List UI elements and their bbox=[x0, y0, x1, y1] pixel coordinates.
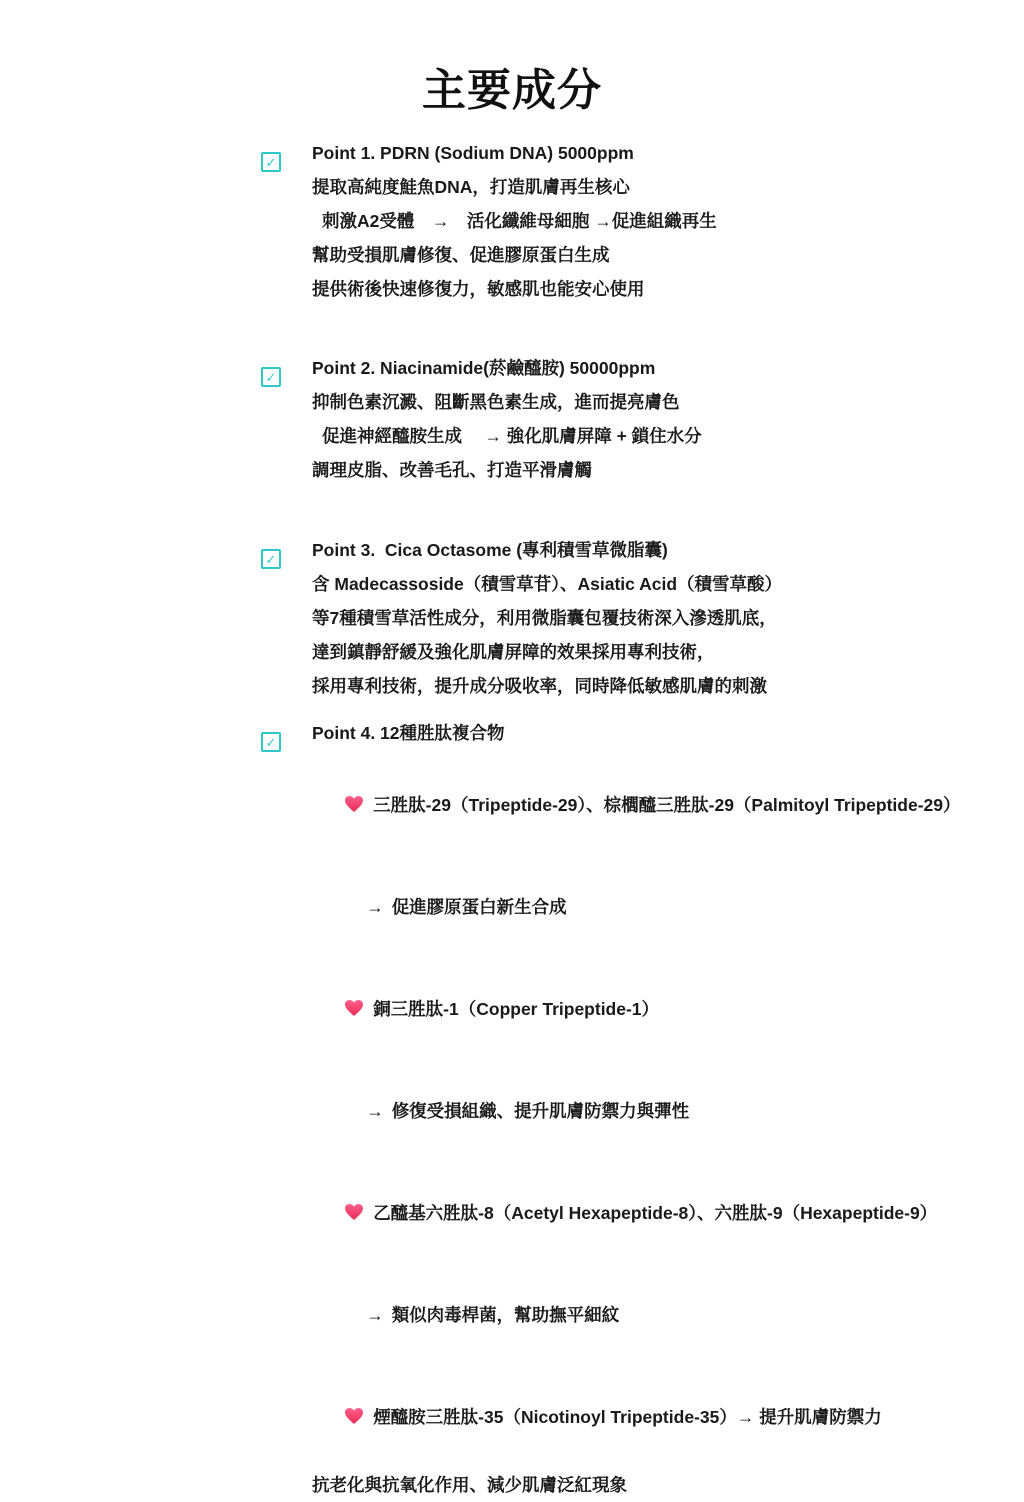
effect-text: 促進膠原蛋白新生合成 bbox=[391, 897, 567, 917]
peptide-item bbox=[312, 1366, 1002, 1468]
heart-icon bbox=[344, 795, 364, 813]
section-line: 調理皮脂、改善毛孔、打造平滑膚觸 bbox=[312, 460, 592, 480]
heart-icon bbox=[344, 999, 364, 1017]
section-line: 促進神經醯胺生成 → 強化肌膚屏障 + 鎖住水分 bbox=[322, 426, 702, 446]
checkbox-icon bbox=[261, 152, 281, 172]
section-heading: Point 2. Niacinamide(菸鹼醯胺) 50000ppm bbox=[312, 358, 656, 378]
section-heading: Point 1. PDRN (Sodium DNA) 5000ppm bbox=[312, 143, 634, 163]
section-line: 達到鎮靜舒緩及強化肌膚屏障的效果採用專利技術， bbox=[312, 642, 715, 662]
section-heading: Point 4. 12種胜肽複合物 bbox=[312, 723, 505, 743]
peptide-text: 銅三胜肽-1（Copper Tripeptide-1） bbox=[373, 999, 660, 1019]
peptide-text: 乙醯基六胜肽-8（Acetyl Hexapeptide-8）、六胜肽-9（Hexapeptide-9） bbox=[373, 1203, 938, 1223]
heart-icon bbox=[344, 1407, 364, 1425]
peptide-item bbox=[312, 1162, 1002, 1264]
section-line: 幫助受損肌膚修復、促進膠原蛋白生成 bbox=[312, 245, 610, 265]
section-line: 採用專利技術，提升成分吸收率，同時降低敏感肌膚的刺激 bbox=[312, 676, 767, 696]
arrow-icon: → bbox=[366, 1101, 384, 1121]
section-line: 提取高純度鮭魚DNA，打造肌膚再生核心 bbox=[312, 177, 630, 197]
checkbox-icon bbox=[261, 549, 281, 569]
check-glyph: ✓ bbox=[265, 154, 277, 170]
section-line: 抑制色素沉澱、阻斷黑色素生成，進而提亮膚色 bbox=[312, 392, 680, 412]
section-line: 提供術後快速修復力，敏感肌也能安心使用 bbox=[312, 279, 645, 299]
section-line: 含 Madecassoside（積雪草苷）、Asiatic Acid（積雪草酸） bbox=[312, 574, 783, 594]
section-point-4 bbox=[265, 716, 1002, 1502]
section-line: 抗老化與抗氧化作用、減少肌膚泛紅現象 bbox=[312, 1475, 627, 1495]
section-line: 刺激A2受體 → 活化纖維母細胞 →促進組織再生 bbox=[322, 211, 717, 231]
page-title: 主要成分 bbox=[422, 66, 602, 115]
effect-text: 類似肉毒桿菌，幫助撫平細紋 bbox=[391, 1305, 620, 1325]
peptide-item bbox=[312, 754, 1002, 856]
peptide-item bbox=[312, 958, 1002, 1060]
checkbox-icon bbox=[261, 367, 281, 387]
section-line: 等7種積雪草活性成分，利用微脂囊包覆技術深入滲透肌底， bbox=[312, 608, 777, 628]
section-point-1 bbox=[265, 136, 1002, 306]
arrow-icon: → bbox=[366, 897, 384, 917]
peptide-effect bbox=[312, 1264, 1002, 1366]
heart-icon bbox=[344, 1203, 364, 1221]
effect-text: 修復受損組織、提升肌膚防禦力與彈性 bbox=[391, 1101, 690, 1121]
peptide-text: 煙醯胺三胜肽-35（Nicotinoyl Tripeptide-35）→ 提升肌膚防禦力 bbox=[373, 1407, 882, 1427]
checkbox-icon bbox=[261, 732, 281, 752]
peptide-effect bbox=[312, 1060, 1002, 1162]
section-heading: Point 3. Cica Octasome (專利積雪草微脂囊) bbox=[312, 540, 668, 560]
check-glyph: ✓ bbox=[265, 734, 277, 750]
section-point-3 bbox=[265, 533, 1002, 703]
peptide-effect bbox=[312, 856, 1002, 958]
check-glyph: ✓ bbox=[265, 551, 277, 567]
check-glyph: ✓ bbox=[265, 369, 277, 385]
peptide-text: 三胜肽-29（Tripeptide-29）、棕櫚醯三胜肽-29（Palmitoyl Tripeptide-29） bbox=[373, 795, 961, 815]
section-point-2 bbox=[265, 351, 1002, 487]
arrow-icon: → bbox=[366, 1305, 384, 1325]
